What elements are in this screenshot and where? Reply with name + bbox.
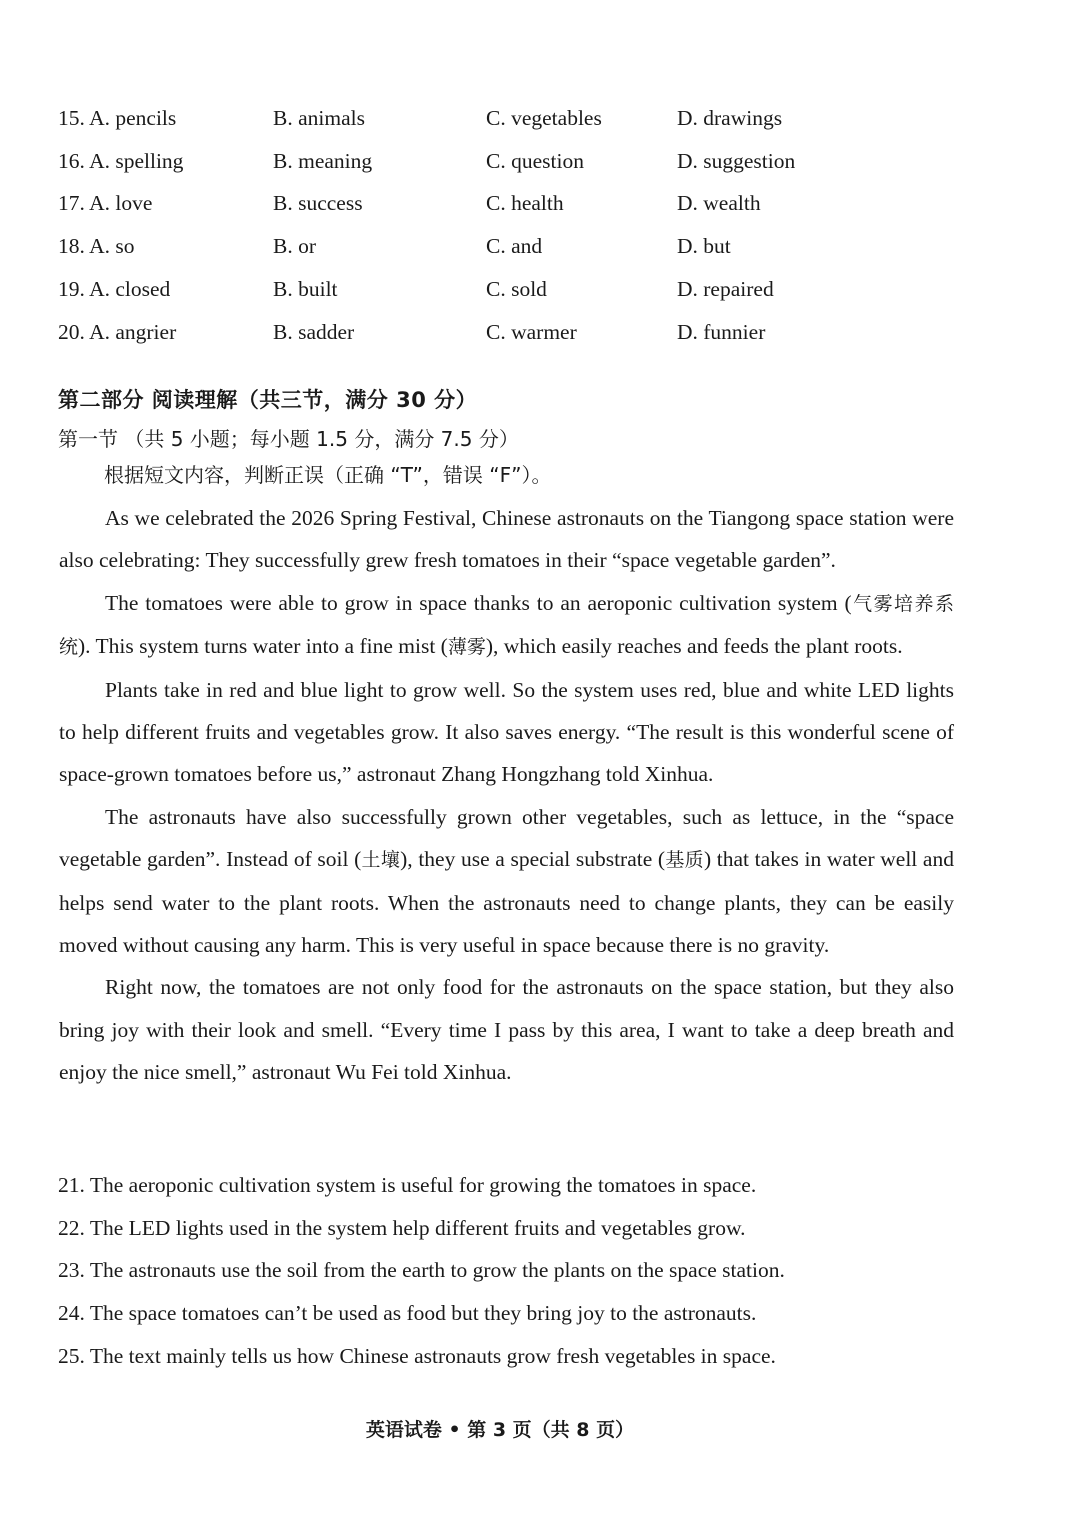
- option-a: 15. A. pencils: [58, 105, 177, 130]
- option-b: B. animals: [273, 105, 365, 130]
- option-c: C. question: [486, 148, 584, 173]
- page-footer: 英语试卷 • 第 3 页（共 8 页）: [365, 1419, 635, 1441]
- option-d: D. drawings: [677, 105, 783, 130]
- question-25: 25. The text mainly tells us how Chinese astronauts grow fresh vegetables in space.: [58, 1343, 776, 1368]
- option-c: C. sold: [486, 277, 547, 302]
- option-b: B. meaning: [273, 148, 373, 173]
- option-a: 18. A. so: [58, 234, 135, 259]
- option-d: D. wealth: [677, 191, 761, 216]
- option-b: B. sadder: [273, 319, 355, 344]
- option-c: C. health: [486, 191, 564, 216]
- option-row-15: [58, 97, 958, 140]
- question-21: 21. The aeroponic cultivation system is useful for growing the tomatoes in space.: [58, 1172, 757, 1197]
- reading-passage: [59, 497, 954, 1094]
- question-list: [58, 1164, 978, 1377]
- subsection-title: 第一节 （共 5 小题；每小题 1.5 分，满分 7.5 分）: [58, 427, 519, 451]
- instruction-text: 根据短文内容，判断正误（正确 “T”，错误 “F”）。: [104, 463, 552, 487]
- option-c: C. warmer: [486, 319, 577, 344]
- option-a: 16. A. spelling: [58, 148, 184, 173]
- option-c: C. and: [486, 234, 543, 259]
- paragraph-1: As we celebrated the 2026 Spring Festival, Chinese astronauts on the Tiangong space station were also celebrating: They successfully grew fresh tomatoes in their “space vegetable garden”.: [59, 506, 954, 573]
- option-b: B. built: [273, 277, 338, 302]
- option-row-17: [58, 183, 958, 226]
- option-b: B. success: [273, 191, 363, 216]
- paragraph-3: Plants take in red and blue light to grow well. So the system uses red, blue and white LED lights to help different fruits and vegetables grow. It also saves energy. “The result is this wonderful scene of space-grown tomatoes before us,” astronaut Zhang Hongzhang told Xinhua.: [59, 677, 954, 787]
- option-row-16: [58, 140, 958, 183]
- option-list: [58, 97, 958, 354]
- question-24: 24. The space tomatoes can’t be used as food but they bring joy to the astronauts.: [58, 1300, 757, 1325]
- question-23: 23. The astronauts use the soil from the earth to grow the plants on the space station.: [58, 1258, 785, 1283]
- option-b: B. or: [273, 234, 316, 259]
- option-d: D. repaired: [677, 277, 774, 302]
- option-d: D. but: [677, 234, 731, 259]
- option-row-19: [58, 268, 958, 311]
- option-d: D. suggestion: [677, 148, 796, 173]
- section-title: 第二部分 阅读理解（共三节，满分 30 分）: [58, 388, 478, 412]
- option-a: 20. A. angrier: [58, 319, 177, 344]
- option-a: 17. A. love: [58, 191, 153, 216]
- option-c: C. vegetables: [486, 105, 602, 130]
- option-a: 19. A. closed: [58, 277, 171, 302]
- option-row-20: [58, 311, 958, 354]
- question-22: 22. The LED lights used in the system help different fruits and vegetables grow.: [58, 1215, 746, 1240]
- paragraph-2: The tomatoes were able to grow in space thanks to an aeroponic cultivation system (气雾培养系统). This system turns water into a fine mist (薄雾), which easily reaches and feeds the plant roots.: [59, 590, 954, 659]
- option-row-18: [58, 225, 958, 268]
- option-d: D. funnier: [677, 319, 766, 344]
- paragraph-4: The astronauts have also successfully grown other vegetables, such as lettuce, in the “space vegetable garden”. Instead of soil (土壤), they use a special substrate (基质) that takes in water well and helps send water to the plant roots. When the astronauts need to change plants, they can be easily moved without causing any harm. This is very useful in space because there is no gravity.: [59, 804, 954, 958]
- paragraph-5: Right now, the tomatoes are not only food for the astronauts on the space station, but they also bring joy with their look and smell. “Every time I pass by this area, I want to take a deep breath and enjoy the nice smell,” astronaut Wu Fei told Xinhua.: [59, 975, 954, 1085]
